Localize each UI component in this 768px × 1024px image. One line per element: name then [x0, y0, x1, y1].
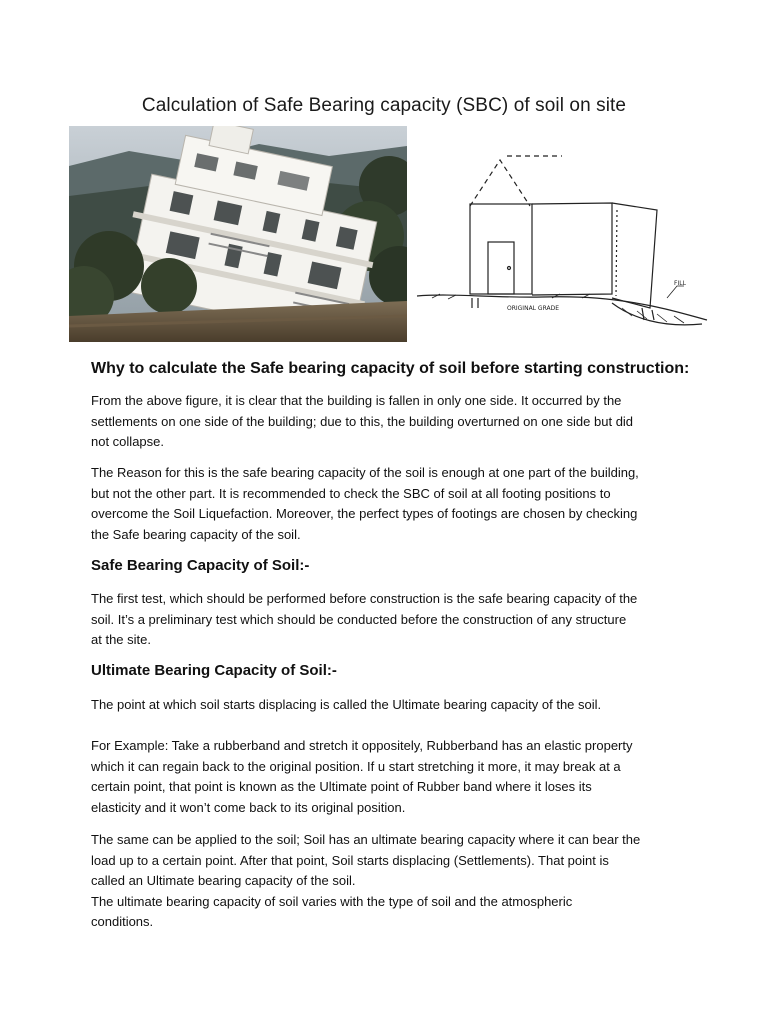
text-line: The first test, which should be performed before construction is the safe bearing capacity of the	[91, 591, 638, 606]
heading-ubc: Ultimate Bearing Capacity of Soil:-	[91, 662, 337, 679]
tilted-building-photo	[69, 126, 407, 342]
paragraph-sbc-1	[91, 589, 691, 651]
text-line: which it can regain back to the original position. If u start stretching it more, it may break at a	[91, 758, 621, 774]
text-line: not collapse.	[91, 434, 164, 449]
text-line: at the site.	[91, 632, 151, 647]
text-line: settlements on one side of the building; due to this, the building overturned on one side but did	[91, 413, 634, 429]
fill-label: FILL	[674, 280, 686, 287]
heading-sbc: Safe Bearing Capacity of Soil:-	[91, 557, 310, 574]
heading-why: Why to calculate the Safe bearing capacity of soil before starting construction:	[91, 360, 690, 377]
text-line: The same can be applied to the soil; Soil has an ultimate bearing capacity where it can bear the	[91, 832, 641, 847]
text-line: From the above figure, it is clear that the building is fallen in only one side. It occurred by the	[91, 393, 622, 408]
paragraph-ubc-1	[91, 695, 691, 716]
text-line: but not the other part. It is recommended to check the SBC of soil at all footing positions to	[91, 485, 611, 501]
paragraph-why-1	[91, 391, 691, 453]
page-title: Calculation of Safe Bearing capacity (SBC) of soil on site	[141, 95, 627, 116]
text-line: elasticity and it won’t come back to its original position.	[91, 799, 406, 815]
text-line: conditions.	[91, 914, 154, 929]
paragraph-ubc-3	[91, 830, 691, 933]
text-line: The Reason for this is the safe bearing capacity of the soil is enough at one part of the building,	[91, 465, 639, 480]
paragraph-why-2	[91, 463, 691, 545]
text-line: For Example: Take a rubberband and stretch it oppositely, Rubberband has an elastic property	[91, 738, 633, 753]
text-line: load up to a certain point. After that point, Soil starts displacing (Settlements). That point is	[91, 852, 609, 868]
text-line: overcome the Soil Liquefaction. Moreover, the perfect types of footings are chosen by checking	[91, 506, 638, 521]
text-line: certain point, that point is known as the Ultimate point of Rubber band where it loses its	[91, 779, 592, 794]
text-line: called an Ultimate bearing capacity of the soil.	[91, 873, 356, 888]
text-line: soil. It’s a preliminary test which should be conducted before the construction of any structure	[91, 611, 627, 627]
original-grade-label: ORIGINAL GRADE	[507, 305, 560, 312]
text-line: the Safe bearing capacity of the soil.	[91, 526, 301, 542]
text-line: The ultimate bearing capacity of soil varies with the type of soil and the atmospheric	[91, 893, 573, 909]
text-line: The point at which soil starts displacing is called the Ultimate bearing capacity of the soil.	[91, 697, 602, 712]
paragraph-ubc-2	[91, 736, 691, 818]
settlement-sketch	[412, 148, 712, 328]
